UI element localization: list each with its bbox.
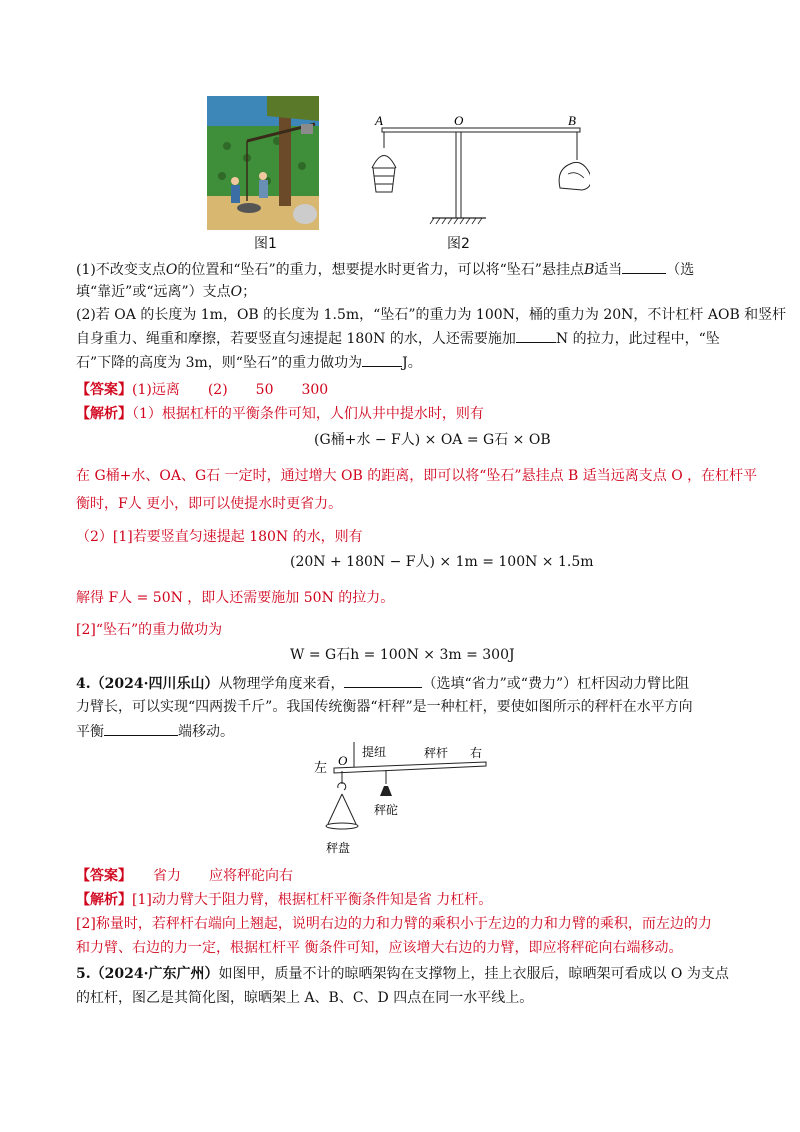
pan-label: 秤盘 xyxy=(326,841,351,855)
figure-2-caption: 图2 xyxy=(447,236,470,252)
point-o-label: O xyxy=(454,113,464,128)
point-b-label: B xyxy=(568,113,576,128)
q3-analysis-6: [2]“坠石”的重力做功为 xyxy=(76,622,223,638)
q3-sub2-line1: (2)若 OA 的长度为 1m，OB 的长度为 1.5m，“坠石”的重力为 100N，桶的重力为 20N，不计杠杆 AOB 和竖杆 xyxy=(76,307,787,323)
beam-label: 秤杆 xyxy=(424,746,449,760)
q3-sub1-line2: 填“靠近”或“远离”）支点O； xyxy=(76,284,257,300)
lever-diagram xyxy=(370,108,590,232)
q3-sub2-line2: 自身重力、绳重和摩擦，若要竖直匀速提起 180N 的水，人还需要施加 N 的拉力，此过程中，“坠 xyxy=(76,328,720,349)
right-label: 右 xyxy=(470,746,483,760)
q3-formula-3: W = G石h = 100N × 3m = 300J xyxy=(290,647,515,663)
point-a-label: A xyxy=(375,113,383,128)
q4-answer: 【答案】 省力 应将秤砣向右 xyxy=(76,868,293,884)
q4-line3: 平衡 端移动。 xyxy=(76,721,234,742)
fulcrum-o-label: O xyxy=(338,753,348,768)
blank-5[interactable] xyxy=(104,721,178,736)
steelyard-diagram xyxy=(310,740,490,858)
q3-analysis-4: （2）[1]若要竖直匀速提起 180N 的水，则有 xyxy=(76,529,363,545)
handle-label: 提纽 xyxy=(362,745,387,759)
q3-sub1-line1: (1)不改变支点O的位置和“坠石”的重力，想要提水时更省力，可以将“坠石”悬挂点B适当 （选 xyxy=(76,259,694,280)
blank-1[interactable] xyxy=(622,259,666,274)
blank-3[interactable] xyxy=(362,352,402,367)
figure-1-caption: 图1 xyxy=(254,236,277,252)
left-label: 左 xyxy=(314,761,328,776)
q3-sub2-line3: 石”下降的高度为 3m，则“坠石”的重力做功为 J。 xyxy=(76,352,422,373)
q3-analysis-2: 在 G桶+水、OA、G石 一定时，通过增大 OB 的距离，即可以将“坠石”悬挂点 B 适当远离支点 O ，在杠杆平 xyxy=(76,468,758,484)
q4-analysis-2: [2]称量时，若秤杆右端向上翘起，说明右边的力和力臂的乘积小于左边的力和力臂的乘积，而左边的力 xyxy=(76,916,712,932)
q5-line2: 的杠杆，图乙是其简化图，晾晒架上 A、B、C、D 四点在同一水平线上。 xyxy=(76,990,534,1006)
blank-4[interactable] xyxy=(344,673,422,688)
counterweight-label: 秤砣 xyxy=(374,803,399,817)
q3-answer: 【答案】(1)远离 (2) 50 300 xyxy=(76,382,329,398)
q3-formula-2: (20N + 180N − F人) × 1m = 100N × 1.5m xyxy=(290,554,594,570)
q3-analysis-1: 【解析】（1）根据杠杆的平衡条件可知，人们从井中提水时，则有 xyxy=(76,406,484,422)
well-lever-illustration xyxy=(207,96,319,230)
q3-analysis-3: 衡时，F人 更小，即可以使提水时更省力。 xyxy=(76,496,343,512)
q4-line1: 4.（2024·四川乐山）从物理学角度来看， （选填“省力”或“费力”）杠杆因动力臂比阻 xyxy=(76,673,689,694)
blank-2[interactable] xyxy=(516,328,556,343)
q4-line2: 力臂长，可以实现“四两拨千斤”。我国传统衡器“杆秤”是一种杠杆，要使如图所示的秤杆在水平方向 xyxy=(76,699,693,715)
q4-analysis-1: 【解析】[1]动力臂大于阻力臂，根据杠杆平衡条件知是省 力杠杆。 xyxy=(76,892,493,908)
q4-analysis-3: 和力臂、右边的力一定，根据杠杆平 衡条件可知，应该增大右边的力臂，即应将秤砣向右端移动。 xyxy=(76,940,683,956)
q3-formula-1: (G桶+水 − F人) × OA = G石 × OB xyxy=(314,432,551,448)
q5-line1: 5.（2024·广东广州）如图甲，质量不计的晾晒架钩在支撑物上，挂上衣服后，晾晒架可看成以 O 为支点 xyxy=(76,966,729,982)
q3-analysis-5: 解得 F人 = 50N ，即人还需要施加 50N 的拉力。 xyxy=(76,590,395,606)
